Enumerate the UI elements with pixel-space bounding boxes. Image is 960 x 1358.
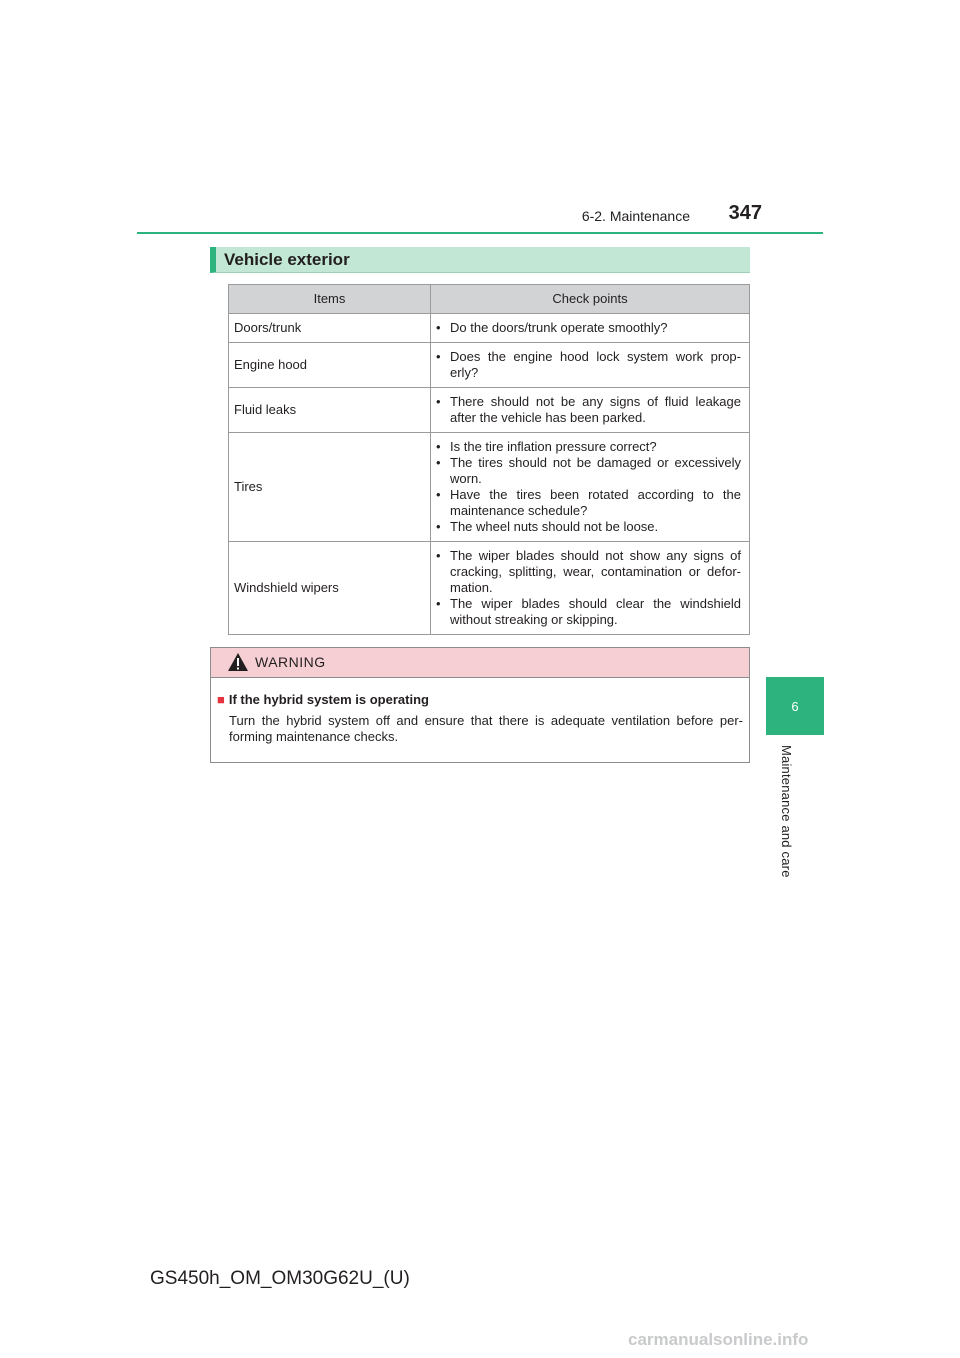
row-points: [431, 433, 750, 542]
check-point-text: The tires should not be damaged or excessively worn.: [450, 455, 741, 486]
table-row: [229, 433, 750, 542]
check-point-text: The wiper blades should clear the windshield without streaking or skipping.: [450, 596, 741, 627]
warning-body: Turn the hybrid system off and ensure that there is adequate ventilation before per-forming maintenance checks.: [229, 713, 743, 744]
row-item: Engine hood: [229, 343, 431, 388]
check-point-text: Do the doors/trunk operate smoothly?: [450, 320, 668, 335]
check-point: • Is the tire inflation pressure correct?: [436, 439, 741, 455]
check-points-table: [228, 284, 750, 635]
check-point-text: There should not be any signs of fluid leakage after the vehicle has been parked.: [450, 394, 741, 425]
row-points: [431, 314, 750, 343]
red-square-icon: ■: [217, 692, 225, 707]
table-header-items: Items: [229, 285, 431, 314]
section-title-band: [210, 247, 750, 273]
warning-subheading: [217, 692, 429, 707]
row-points: [431, 343, 750, 388]
check-point: • The tires should not be damaged or excessively worn.: [436, 455, 741, 486]
table-header-row: [229, 285, 750, 314]
check-point: • The wheel nuts should not be loose.: [436, 519, 741, 535]
table-row: [229, 314, 750, 343]
row-item: Doors/trunk: [229, 314, 431, 343]
check-point-text: Does the engine hood lock system work prop-erly?: [450, 349, 741, 380]
running-header-section: 6-2. Maintenance: [581, 208, 690, 224]
row-points: [431, 542, 750, 635]
chapter-tab[interactable]: [766, 677, 824, 735]
warning-label: WARNING: [255, 654, 326, 670]
warning-triangle-icon: [227, 652, 249, 672]
table-row: [229, 343, 750, 388]
chapter-tab-label: Maintenance and care: [779, 745, 794, 878]
check-point-text: The wheel nuts should not be loose.: [450, 519, 659, 534]
check-point: • Do the doors/trunk operate smoothly?: [436, 320, 741, 336]
check-point-text: Is the tire inflation pressure correct?: [450, 439, 657, 454]
row-item: Tires: [229, 433, 431, 542]
warning-header: [211, 648, 749, 678]
watermark: carmanualsonline.info: [628, 1330, 809, 1349]
table-row: [229, 388, 750, 433]
header-rule: [137, 232, 823, 234]
check-point: • There should not be any signs of fluid leakage after the vehicle has been parked.: [436, 394, 741, 425]
warning-box: [210, 647, 750, 763]
page-number: 347: [728, 202, 762, 224]
check-point: • Does the engine hood lock system work prop-erly?: [436, 349, 741, 380]
check-point-text: Have the tires been rotated according to the maintenance schedule?: [450, 487, 741, 518]
row-item: Fluid leaks: [229, 388, 431, 433]
check-point: • Have the tires been rotated according to the maintenance schedule?: [436, 487, 741, 518]
warning-subheading-text: If the hybrid system is operating: [228, 692, 429, 707]
check-point: • The wiper blades should clear the windshield without streaking or skipping.: [436, 596, 741, 627]
document-code: GS450h_OM_OM30G62U_(U): [150, 1268, 410, 1289]
section-title: Vehicle exterior: [224, 250, 350, 269]
check-point: • The wiper blades should not show any signs of cracking, splitting, wear, contamination or defor-mation.: [436, 548, 741, 595]
chapter-tab-number: 6: [791, 698, 799, 714]
table-row: [229, 542, 750, 635]
table-header-check-points: Check points: [431, 285, 750, 314]
row-points: [431, 388, 750, 433]
check-point-text: The wiper blades should not show any signs of cracking, splitting, wear, contamination or defor-mation.: [450, 548, 741, 595]
row-item: Windshield wipers: [229, 542, 431, 635]
